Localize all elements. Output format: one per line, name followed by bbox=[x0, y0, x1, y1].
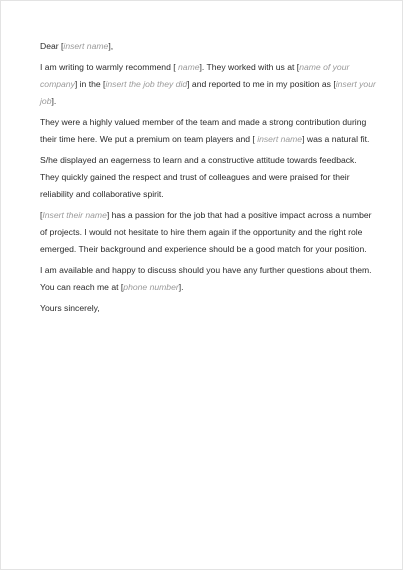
placeholder-insert-name: insert name bbox=[257, 134, 303, 144]
paragraph-text: ] and reported to me in my position as [ bbox=[187, 79, 336, 89]
placeholder-name: name bbox=[178, 62, 200, 72]
letter-body bbox=[40, 38, 376, 321]
placeholder-job: insert the job they did bbox=[105, 79, 188, 89]
paragraph-recommendation bbox=[40, 59, 376, 110]
paragraph-text: ]. They worked with us at [ bbox=[199, 62, 300, 72]
paragraph-text: They were a highly valued member of the team and made a strong contribution during their time here. We put a premium on team players and [ bbox=[40, 117, 367, 144]
paragraph-text: ] in the [ bbox=[74, 79, 106, 89]
salutation-text-end: ], bbox=[108, 41, 114, 51]
placeholder-phone-number: phone number bbox=[123, 282, 179, 292]
paragraph-contact bbox=[40, 262, 376, 296]
placeholder-insert-name: insert name bbox=[63, 41, 109, 51]
salutation-text: Dear [ bbox=[40, 41, 64, 51]
salutation bbox=[40, 38, 376, 55]
paragraph-passion bbox=[40, 207, 376, 258]
paragraph-text: [ bbox=[40, 210, 43, 220]
closing: Yours sincerely, bbox=[40, 303, 100, 313]
placeholder-your-job: insert your job bbox=[40, 79, 376, 106]
paragraph-text: ] was a natural fit. bbox=[302, 134, 370, 144]
placeholder-company: name of your company bbox=[40, 62, 350, 89]
paragraph-text: ]. bbox=[51, 96, 57, 106]
paragraph-text: ] has a passion for the job that had a positive impact across a number of projects. I would not hesitate to hire them again if the opportunity and the right role emerged. Their background and experience should be a good match for your position. bbox=[40, 210, 372, 254]
paragraph-attitude: S/he displayed an eagerness to learn and a constructive attitude towards feedback. They quickly gained the respect and trust of colleagues and were praised for their reliability and collaborative spirit. bbox=[40, 155, 357, 199]
paragraph-text: ]. bbox=[178, 282, 184, 292]
paragraph-team-value bbox=[40, 114, 376, 148]
placeholder-their-name: Insert their name bbox=[42, 210, 107, 220]
paragraph-text: I am writing to warmly recommend [ bbox=[40, 62, 179, 72]
paragraph-text: I am available and happy to discuss should you have any further questions about them. You can reach me at [ bbox=[40, 265, 372, 292]
